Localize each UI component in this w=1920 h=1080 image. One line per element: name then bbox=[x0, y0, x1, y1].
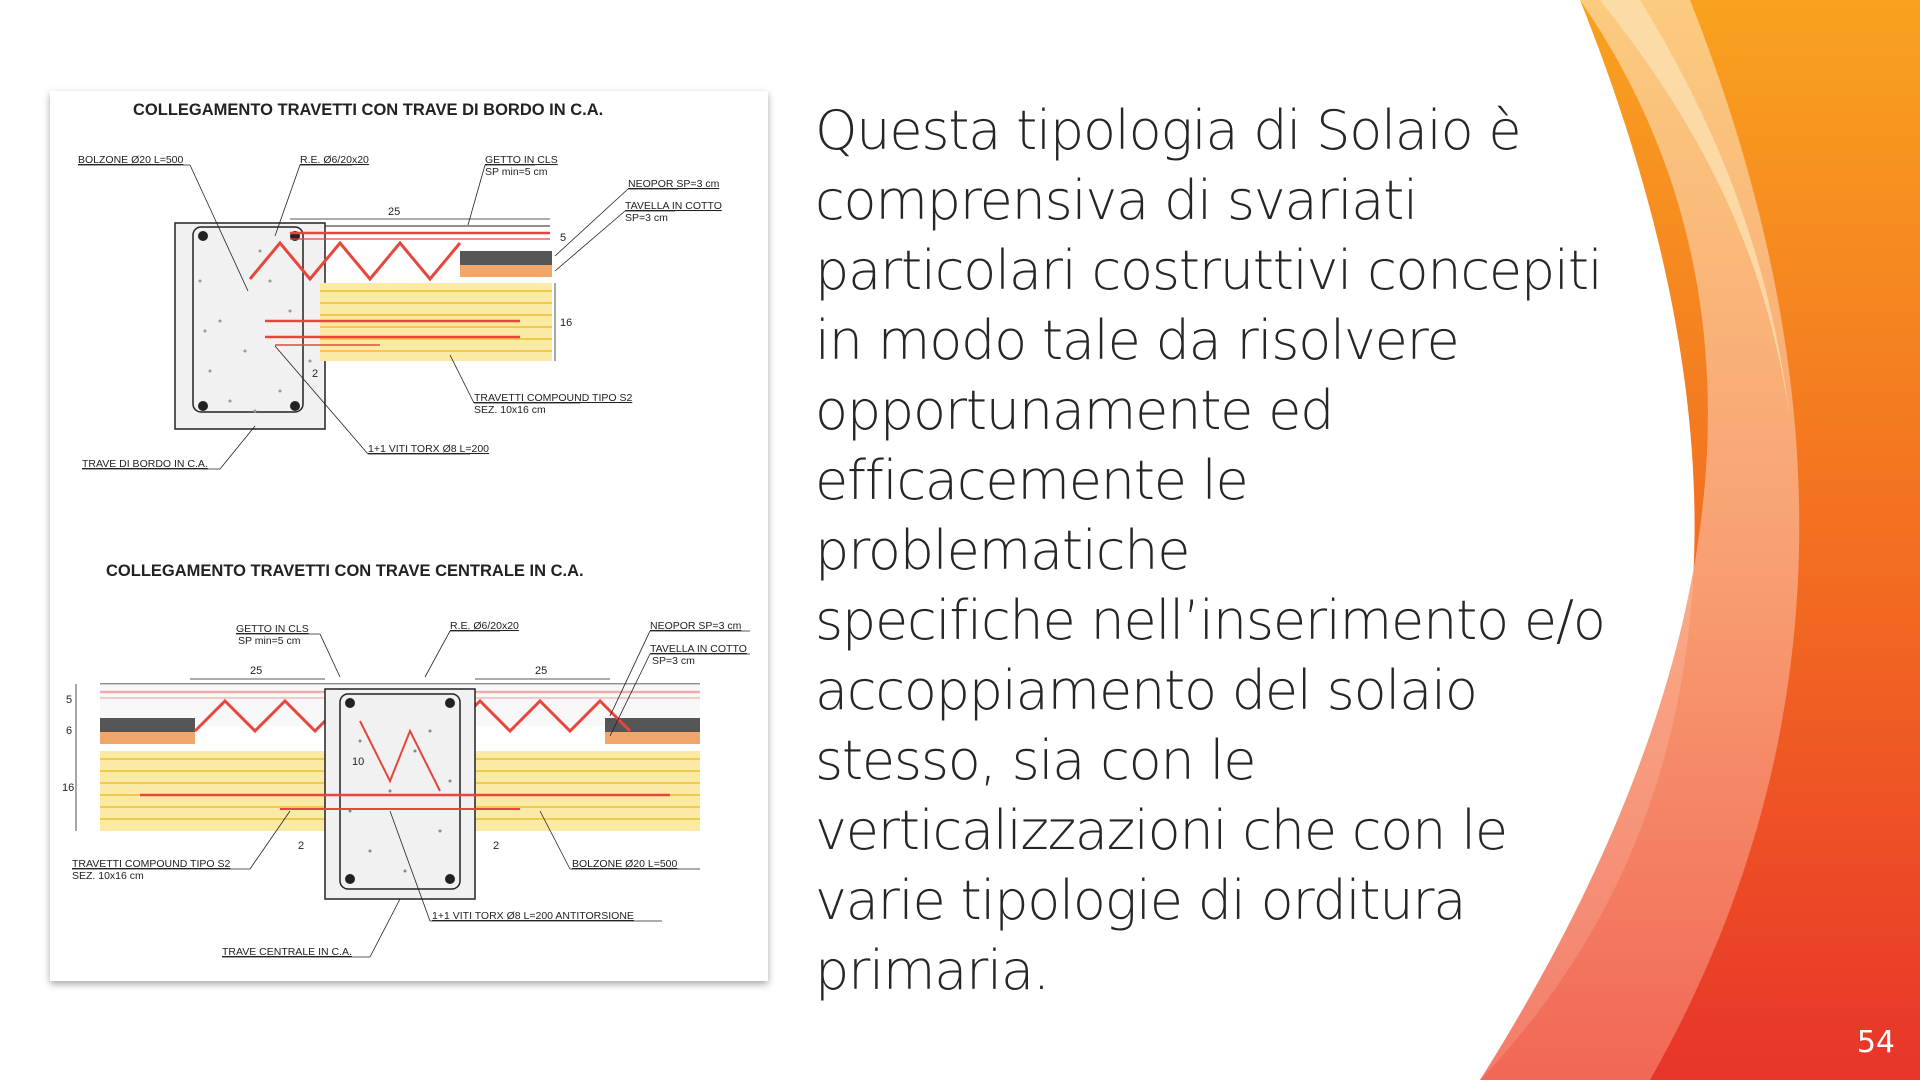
label-travetti-sub: SEZ. 10x16 cm bbox=[474, 404, 546, 416]
label-getto: GETTO IN CLS bbox=[236, 623, 309, 635]
label-rebar: R.E. Ø6/20x20 bbox=[450, 620, 519, 632]
dim-16: 16 bbox=[560, 317, 573, 329]
label-bolzone: BOLZONE Ø20 L=500 bbox=[572, 858, 678, 870]
label-getto-sub: SP min=5 cm bbox=[485, 166, 548, 178]
dim-2-left: 2 bbox=[298, 840, 305, 852]
dim-25-left: 25 bbox=[250, 665, 263, 677]
label-neopor: NEOPOR SP=3 cm bbox=[650, 620, 742, 632]
dim-25-right: 25 bbox=[535, 665, 548, 677]
drawing-bottom-title: COLLEGAMENTO TRAVETTI CON TRAVE CENTRALE IN C.A. bbox=[106, 562, 584, 580]
tavella-layer bbox=[460, 265, 552, 277]
label-getto-sub: SP min=5 cm bbox=[238, 635, 301, 647]
label-viti: 1+1 VITI TORX Ø8 L=200 bbox=[368, 443, 490, 455]
dim-16: 16 bbox=[62, 782, 75, 794]
construction-detail-drawing bbox=[50, 91, 768, 981]
dim-2-right: 2 bbox=[493, 840, 500, 852]
label-trave-centrale: TRAVE CENTRALE IN C.A. bbox=[222, 946, 352, 958]
label-bolzone: BOLZONE Ø20 L=500 bbox=[78, 154, 184, 166]
dim-6: 6 bbox=[66, 725, 73, 737]
dim-5: 5 bbox=[560, 232, 567, 244]
dim-10: 10 bbox=[352, 756, 365, 768]
label-tavella: TAVELLA IN COTTO bbox=[625, 200, 722, 212]
label-getto: GETTO IN CLS bbox=[485, 154, 558, 166]
slide-body-text: Questa tipologia di Solaio è comprensiva di svariati particolari costruttivi concepiti in modo tale da risolvere opportunamente ed efficacemente le problematiche specifiche nell’inserimento e/o accoppiamento del solaio stesso, sia con le verticalizzazioni che con le varie tipologie di orditura primaria. bbox=[815, 99, 1605, 1002]
dim-5: 5 bbox=[66, 694, 73, 706]
dim-2: 2 bbox=[312, 368, 319, 380]
label-tavella-sub: SP=3 cm bbox=[652, 655, 695, 667]
neopor-layer bbox=[460, 251, 552, 265]
label-viti: 1+1 VITI TORX Ø8 L=200 ANTITORSIONE bbox=[432, 910, 634, 922]
construction-detail-figure bbox=[50, 91, 768, 981]
label-neopor: NEOPOR SP=3 cm bbox=[628, 178, 720, 190]
drawing-top-title: COLLEGAMENTO TRAVETTI CON TRAVE DI BORDO IN C.A. bbox=[133, 101, 604, 119]
label-travetti-sub: SEZ. 10x16 cm bbox=[72, 870, 144, 882]
dim-25: 25 bbox=[388, 206, 401, 218]
label-tavella: TAVELLA IN COTTO bbox=[650, 643, 747, 655]
label-trave-bordo: TRAVE DI BORDO IN C.A. bbox=[82, 458, 208, 470]
label-travetti: TRAVETTI COMPOUND TIPO S2 bbox=[72, 858, 231, 870]
slide-number: 54 bbox=[1856, 1025, 1895, 1060]
label-travetti: TRAVETTI COMPOUND TIPO S2 bbox=[474, 392, 633, 404]
label-tavella-sub: SP=3 cm bbox=[625, 212, 668, 224]
label-rebar: R.E. Ø6/20x20 bbox=[300, 154, 369, 166]
